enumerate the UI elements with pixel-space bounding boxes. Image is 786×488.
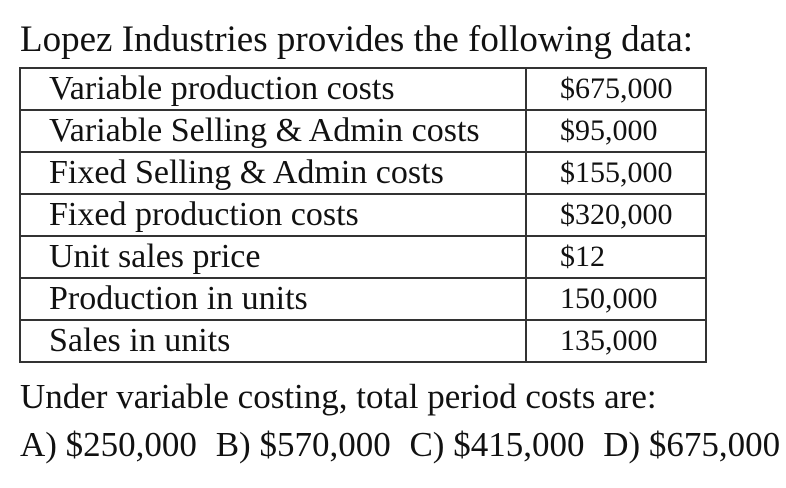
row-label-unit-sales-price: Unit sales price [20,236,526,278]
table-row [20,68,706,110]
row-value-fixed-production-costs: $320,000 [526,194,706,236]
row-label-variable-production-costs: Variable production costs [20,68,526,110]
question-text: Under variable costing, total period costs are: [20,377,657,416]
table-row [20,110,706,152]
table-row [20,152,706,194]
data-table [19,67,707,363]
row-label-production-in-units: Production in units [20,278,526,320]
answer-choice-c: C) $415,000 [409,425,585,464]
answer-choice-a: A) $250,000 [20,425,197,464]
row-value-variable-production-costs: $675,000 [526,68,706,110]
table-row [20,278,706,320]
problem-intro: Lopez Industries provides the following data: [20,19,694,60]
answer-choice-b: B) $570,000 [215,425,391,464]
row-label-sales-in-units: Sales in units [20,320,526,362]
row-label-fixed-selling-admin-costs: Fixed Selling & Admin costs [20,152,526,194]
row-value-fixed-selling-admin-costs: $155,000 [526,152,706,194]
table-row [20,236,706,278]
table-row [20,194,706,236]
row-label-fixed-production-costs: Fixed production costs [20,194,526,236]
table-row [20,320,706,362]
answer-choice-d: D) $675,000 [603,425,781,464]
answer-choices [20,424,780,466]
row-label-variable-selling-admin-costs: Variable Selling & Admin costs [20,110,526,152]
row-value-unit-sales-price: $12 [526,236,706,278]
row-value-variable-selling-admin-costs: $95,000 [526,110,706,152]
row-value-production-in-units: 150,000 [526,278,706,320]
row-value-sales-in-units: 135,000 [526,320,706,362]
